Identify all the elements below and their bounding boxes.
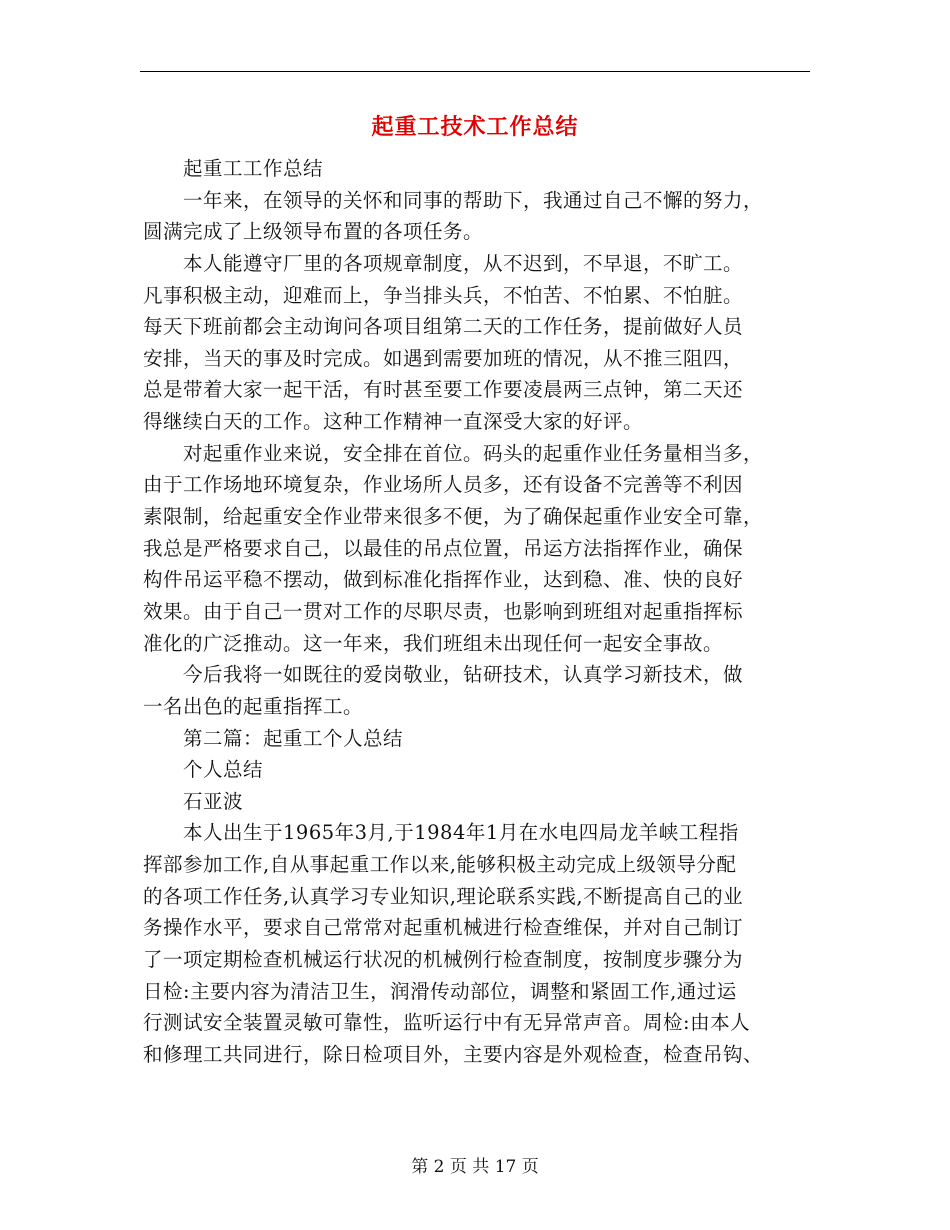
paragraph-line: 一年来，在领导的关怀和同事的帮助下，我通过自己不懈的努力， (143, 188, 764, 212)
paragraph-line: 由于工作场地环境复杂，作业场所人员多，还有设备不完善等不利因 (143, 473, 744, 497)
paragraph-line: 本人出生于1965年3月,于1984年1月在水电四局龙羊峡工程指 (143, 821, 739, 845)
section-heading: 第二篇：起重工个人总结 (143, 726, 404, 750)
paragraph-line: 一名出色的起重指挥工。 (143, 694, 364, 718)
paragraph-line: 起重工工作总结 (143, 157, 324, 180)
paragraph-line: 对起重作业来说，安全排在首位。码头的起重作业任务量相当多， (143, 441, 764, 465)
paragraph-line: 总是带着大家一起干活，有时甚至要工作要凌晨两三点钟，第二天还 (143, 378, 744, 402)
paragraph-line: 凡事积极主动，迎难而上，争当排头兵，不怕苦、不怕累、不怕脏。 (143, 283, 744, 307)
paragraph-line: 准化的广泛推动。这一年来，我们班组未出现任何一起安全事故。 (143, 631, 724, 655)
paragraph-line: 每天下班前都会主动询问各项目组第二天的工作任务，提前做好人员 (143, 315, 744, 339)
paragraph-line: 素限制，给起重安全作业带来很多不便，为了确保起重作业安全可靠， (143, 505, 764, 529)
paragraph-line: 的各项工作任务,认真学习专业知识,理论联系实践,不断提高自己的业 (143, 884, 744, 908)
paragraph-line: 和修理工共同进行，除日检项目外，主要内容是外观检查，检查吊钩、 (143, 1042, 764, 1066)
paragraph-line: 我总是严格要求自己，以最佳的吊点位置，吊运方法指挥作业，确保 (143, 536, 744, 560)
paragraph-line: 得继续白天的工作。这种工作精神一直深受大家的好评。 (143, 410, 644, 434)
paragraph-line: 务操作水平，要求自己常常对起重机械进行检查维保，并对自己制订 (143, 916, 744, 940)
paragraph-line: 构件吊运平稳不摆动，做到标准化指挥作业，达到稳、准、快的良好 (143, 568, 744, 592)
paragraph-line: 本人能遵守厂里的各项规章制度，从不迟到，不早退，不旷工。 (143, 251, 744, 275)
paragraph-line: 挥部参加工作,自从事起重工作以来,能够积极主动完成上级领导分配 (143, 853, 737, 877)
header-rule (140, 71, 810, 72)
document-title: 起重工技术工作总结 (371, 114, 579, 140)
paragraph-line: 效果。由于自己一贯对工作的尽职尽责，也影响到班组对起重指挥标 (143, 599, 744, 623)
document-body (143, 153, 823, 1071)
section-subheading: 个人总结 (143, 758, 264, 782)
paragraph-line: 今后我将一如既往的爱岗敬业，钻研技术，认真学习新技术，做 (143, 663, 744, 687)
paragraph-line: 行测试安全装置灵敏可靠性，监听运行中有无异常声音。周检:由本人 (143, 1011, 751, 1035)
paragraph-line: 安排，当天的事及时完成。如遇到需要加班的情况，从不推三阻四， (143, 346, 744, 370)
author-name: 石亚波 (143, 789, 244, 813)
page-footer: 第 2 页 共 17 页 (411, 1157, 539, 1177)
paragraph-line: 日检:主要内容为清洁卫生，润滑传动部位，调整和紧固工作,通过运 (143, 979, 737, 1003)
paragraph-line: 了一项定期检查机械运行状况的机械例行检查制度，按制度步骤分为 (143, 948, 744, 972)
paragraph-line: 圆满完成了上级领导布置的各项任务。 (143, 220, 484, 244)
